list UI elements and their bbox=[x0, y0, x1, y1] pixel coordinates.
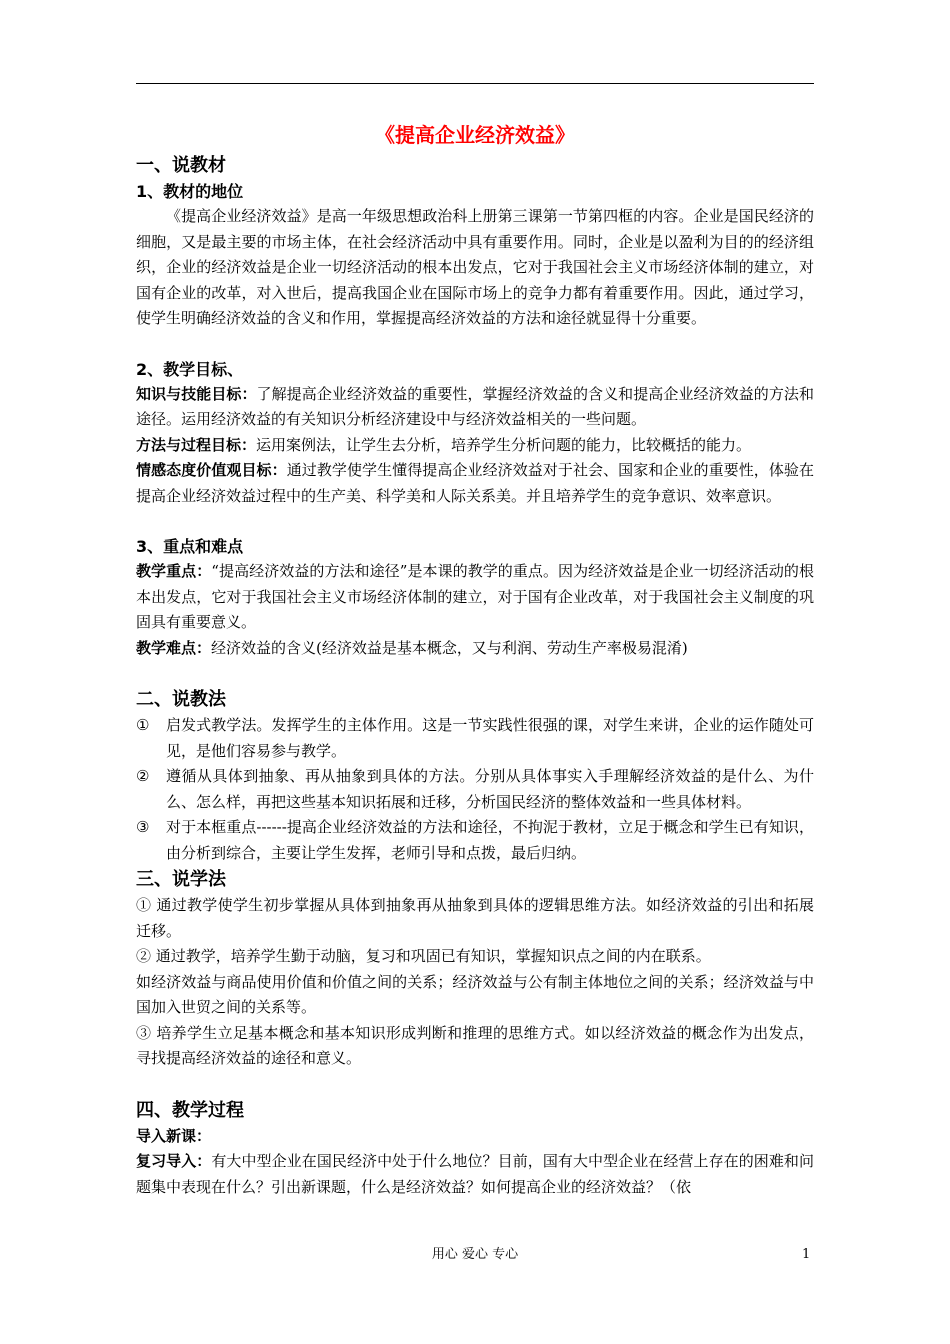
key-point bbox=[136, 559, 814, 636]
goal-method-text: 运用案例法，让学生去分析，培养学生分析问题的能力，比较概括的能力。 bbox=[256, 435, 752, 454]
goal-method bbox=[136, 433, 814, 459]
list-item-text: 对于本框重点------提高企业经济效益的方法和途径，不拘泥于教材，立足于概念和学生已有知识，由分析到综合，主要让学生发挥，老师引导和点拨，最后归纳。 bbox=[166, 818, 814, 862]
review-intro-text: 有大中型企业在国民经济中处于什么地位？目前，国有大中型企业在经营上存在的困难和问题集中表现在什么？引出新课题，什么是经济效益？如何提高企业的经济效益？（依 bbox=[136, 1152, 814, 1196]
section-1-2-heading: 2、教学目标、 bbox=[136, 359, 244, 379]
difficult-point-text: 经济效益的含义(经济效益是基本概念，又与利润、劳动生产率极易混淆) bbox=[211, 638, 688, 657]
header-rule bbox=[136, 83, 814, 84]
goal-knowledge-label: 知识与技能目标： bbox=[136, 384, 257, 403]
list-item-number: ① bbox=[136, 716, 150, 734]
section-1-1-paragraph: 《提高企业经济效益》是高一年级思想政治科上册第三课第一节第四框的内容。企业是国民经济的细胞，又是最主要的市场主体，在社会经济活动中具有重要作用。同时，企业是以盈利为目的的经济组织，企业的经济效益是企业一切经济活动的根本出发点，它对于我国社会主义市场经济体制的建立，对国有企业的改革，对入世后，提高我国企业在国际市场上的竞争力都有着重要作用。因此，通过学习，使学生明确经济效益的含义和作用，掌握提高经济效益的方法和途径就显得十分重要。 bbox=[136, 207, 814, 327]
section-3-heading: 三、说学法 bbox=[136, 869, 226, 890]
key-point-text: “提高经济效益的方法和途径”是本课的教学的重点。因为经济效益是企业一切经济活动的根本出发点，它对于我国社会主义市场经济体制的建立，对于国有企业改革，对于我国社会主义制度的巩固具有重要意义。 bbox=[136, 562, 814, 631]
section-2-heading: 二、说教法 bbox=[136, 689, 226, 710]
section-1-1-heading: 1、教材的地位 bbox=[136, 182, 244, 201]
list-item-number: ② bbox=[136, 767, 150, 785]
goal-method-label: 方法与过程目标： bbox=[136, 435, 257, 454]
goal-attitude bbox=[136, 458, 814, 509]
goal-knowledge-text: 了解提高企业经济效益的重要性，掌握经济效益的含义和提高企业经济效益的方法和途径。运用经济效益的有关知识分析经济建设中与经济效益相关的一些问题。 bbox=[136, 384, 814, 428]
key-point-label: 教学重点： bbox=[136, 562, 212, 580]
goal-attitude-label: 情感态度价值观目标： bbox=[136, 461, 287, 479]
section-4-heading: 四、教学过程 bbox=[136, 1099, 244, 1121]
list-item-text: 启发式教学法。发挥学生的主体作用。这是一节实践性很强的课，对学生来讲，企业的运作随处可见，是他们容易参与教学。 bbox=[166, 716, 814, 760]
goal-knowledge bbox=[136, 382, 814, 433]
review-intro bbox=[136, 1149, 814, 1200]
review-intro-label: 复习导入： bbox=[136, 1152, 212, 1170]
document-body bbox=[136, 118, 814, 1200]
difficult-point-label: 教学难点： bbox=[136, 638, 212, 657]
section-4-subheading: 导入新课： bbox=[136, 1126, 212, 1145]
page-footer: 用心 爱心 专心 bbox=[431, 1247, 519, 1262]
list-item bbox=[136, 764, 814, 815]
list-item-number: ③ bbox=[136, 818, 150, 836]
list-item bbox=[136, 713, 814, 764]
learning-method-1: ① 通过教学使学生初步掌握从具体到抽象再从抽象到具体的逻辑思维方法。如经济效益的引出和拓展迁移。 bbox=[136, 896, 814, 940]
learning-method-2: ② 通过教学，培养学生勤于动脑，复习和巩固已有知识，掌握知识点之间的内在联系。 bbox=[136, 947, 711, 965]
difficult-point bbox=[136, 636, 814, 662]
section-1-heading: 一、说教材 bbox=[136, 155, 226, 176]
learning-method-3: ③ 培养学生立足基本概念和基本知识形成判断和推理的思维方式。如以经济效益的概念作为出发点，寻找提高经济效益的途径和意义。 bbox=[136, 1023, 814, 1067]
document-title: 《提高企业经济效益》 bbox=[375, 123, 575, 147]
page-number: 1 bbox=[802, 1247, 811, 1262]
list-item bbox=[136, 815, 814, 866]
section-1-3-heading: 3、重点和难点 bbox=[136, 537, 244, 556]
learning-method-2-example: 如经济效益与商品使用价值和价值之间的关系；经济效益与公有制主体地位之间的关系；经济效益与中国加入世贸之间的关系等。 bbox=[136, 972, 814, 1016]
goal-attitude-text: 通过教学使学生懂得提高企业经济效益对于社会、国家和企业的重要性，体验在提高企业经济效益过程中的生产美、科学美和人际关系美。并且培养学生的竞争意识、效率意识。 bbox=[136, 461, 814, 505]
list-item-text: 遵循从具体到抽象、再从抽象到具体的方法。分别从具体事实入手理解经济效益的是什么、为什么、怎么样，再把这些基本知识拓展和迁移，分析国民经济的整体效益和一些具体材料。 bbox=[166, 767, 814, 811]
